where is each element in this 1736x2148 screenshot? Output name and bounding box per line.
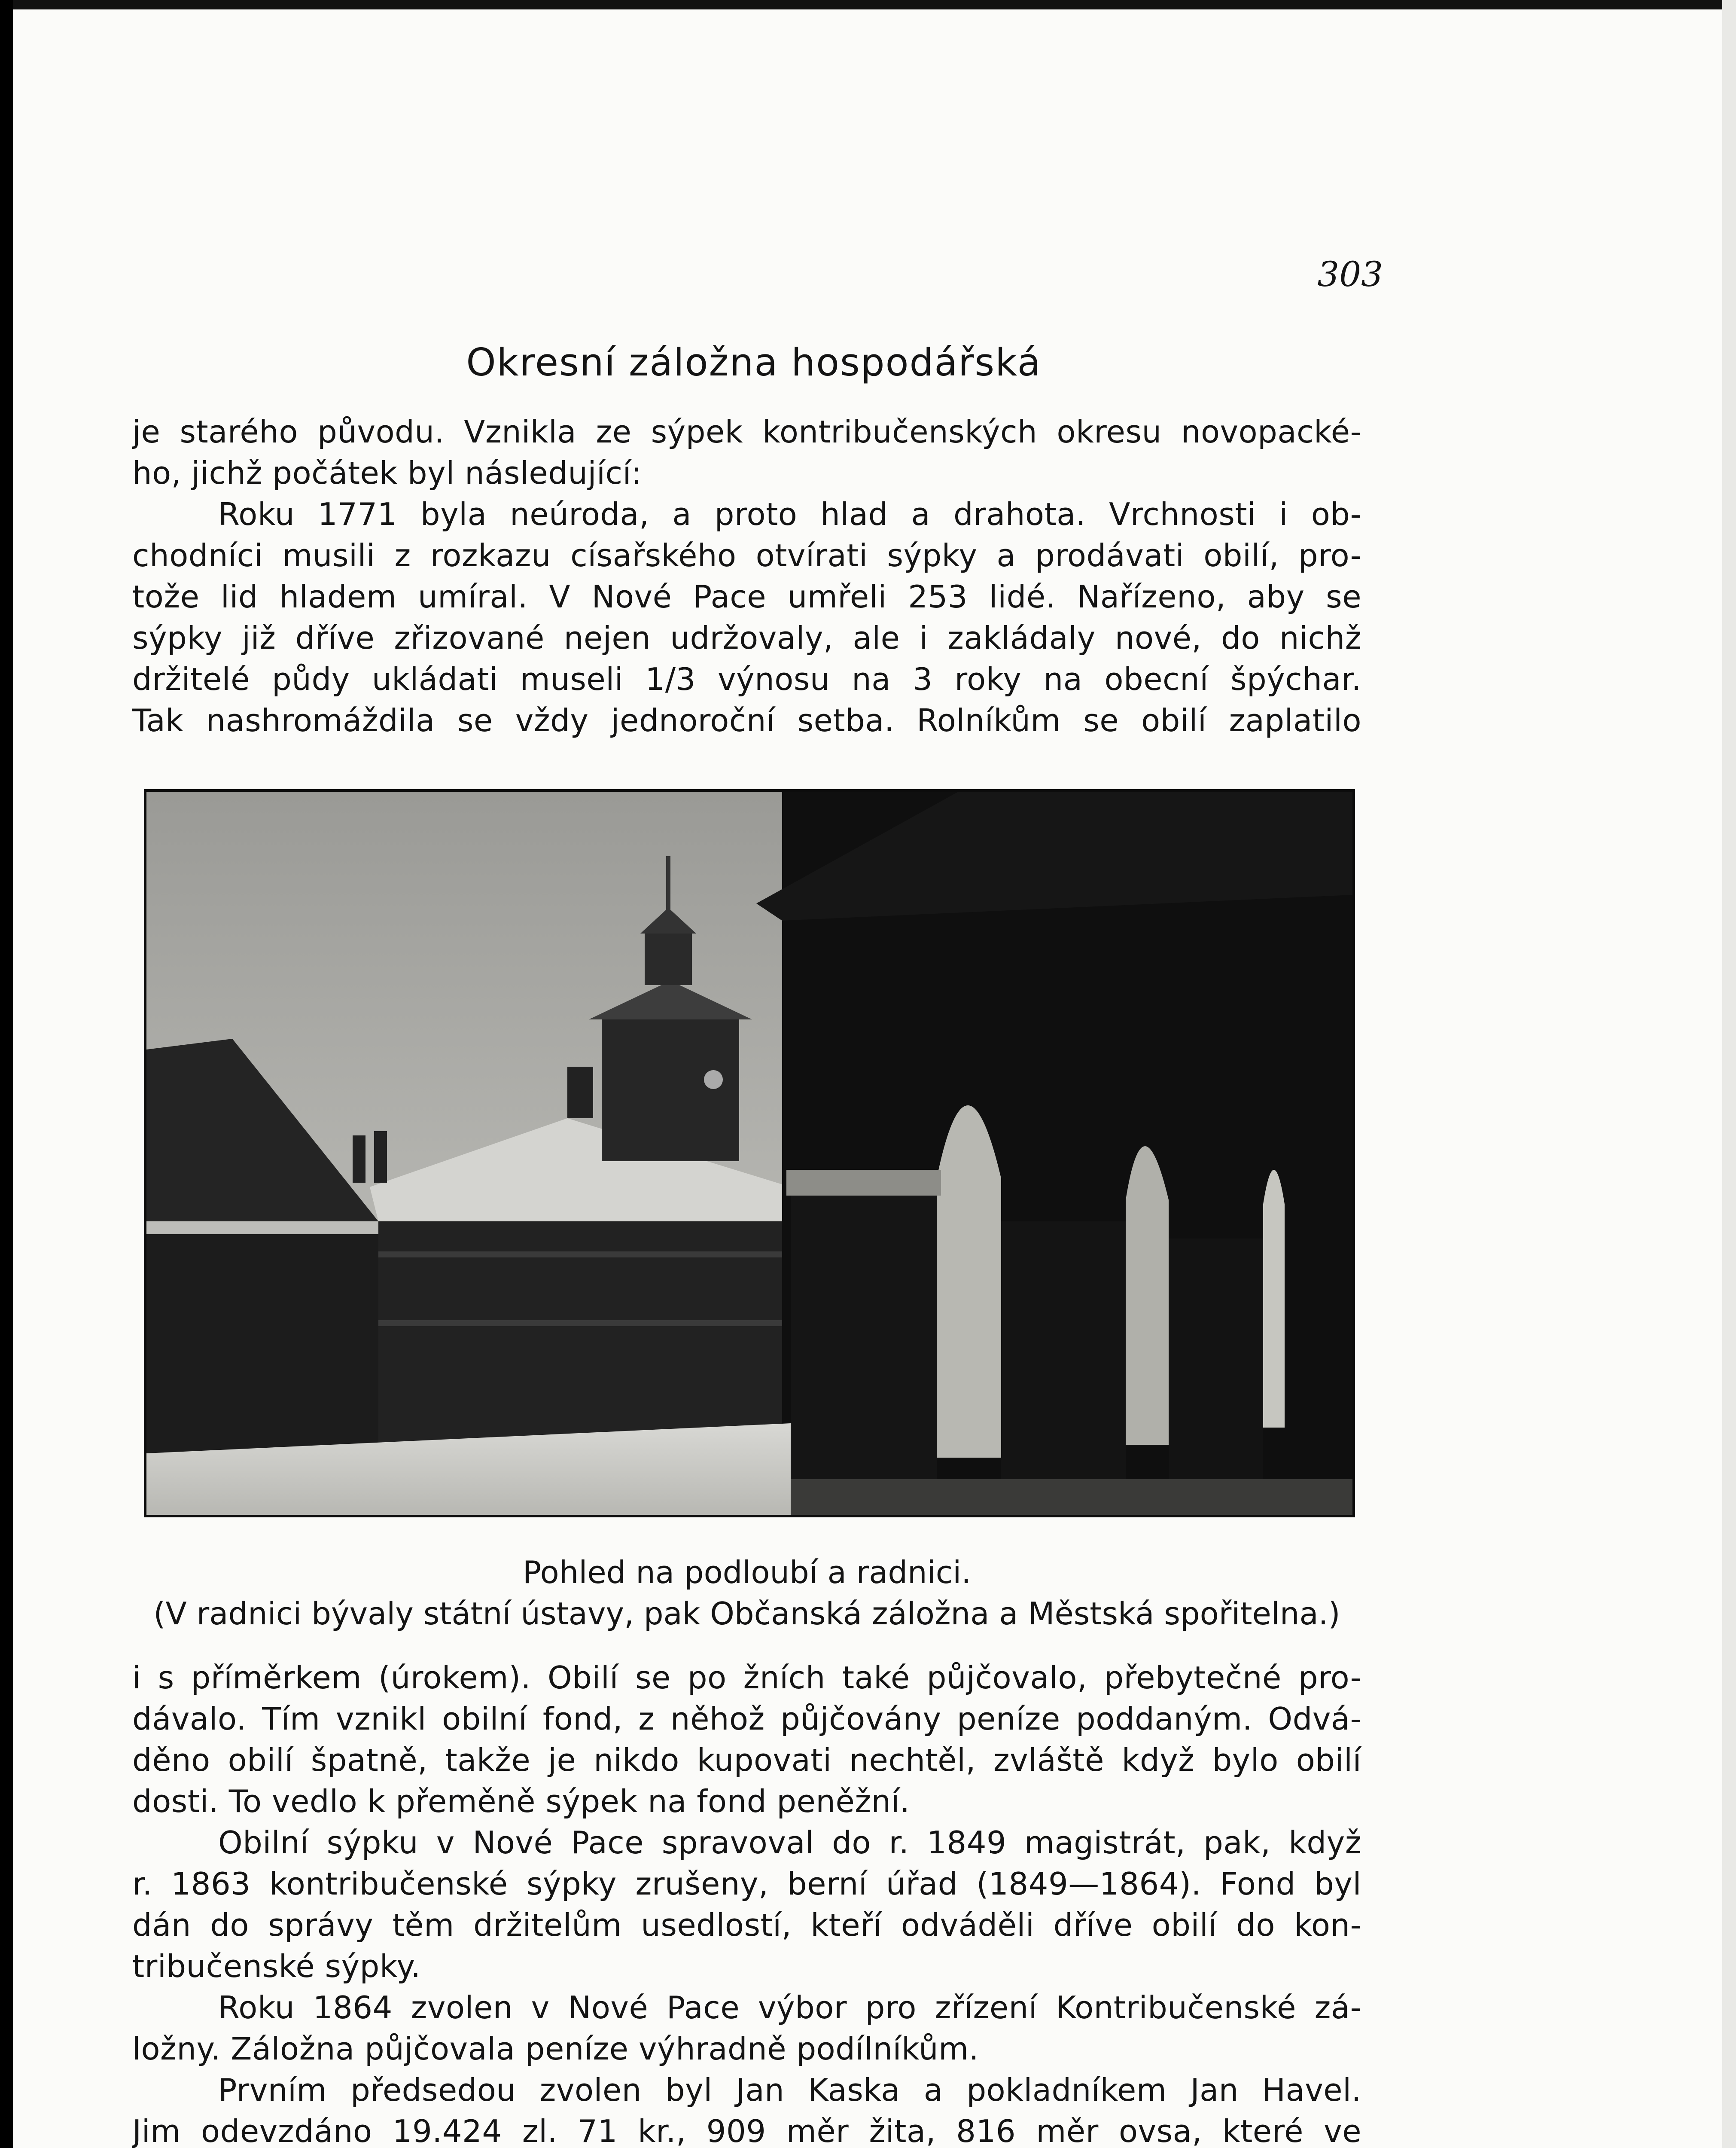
text-line: dán do správy těm držitelům usedlostí, kteří odváděli dříve obilí do kon- — [132, 1907, 1361, 1943]
text-line: je starého původu. Vznikla ze sýpek kontribučenských okresu novopacké- — [132, 414, 1361, 450]
text-line: Roku 1771 byla neúroda, a proto hlad a drahota. Vrchnosti i ob- — [218, 496, 1361, 532]
text-line: r. 1863 kontribučenské sýpky zrušeny, berní úřad (1849—1864). Fond byl — [132, 1866, 1361, 1902]
text-line: tože lid hladem umíral. V Nové Pace umřeli 253 lidé. Nařízeno, aby se — [132, 579, 1361, 615]
text-line: Jim odevzdáno 19.424 zl. 71 kr., 909 měr žita, 816 měr ovsa, které ve — [132, 2113, 1361, 2148]
text-line: ho, jichž počátek byl následující: — [132, 455, 642, 491]
page-number: 303 — [1317, 254, 1383, 294]
section-heading: Okresní záložna hospodářská — [466, 340, 1042, 384]
text-line: Obilní sýpku v Nové Pace spravoval do r. 1849 magistrát, pak, když — [218, 1825, 1361, 1861]
photo-town-hall-arcade — [144, 789, 1355, 1517]
text-line: dosti. To vedlo k přeměně sýpek na fond peněžní. — [132, 1783, 910, 1819]
text-line: chodníci musili z rozkazu císařského otvírati sýpky a prodávati obilí, pro- — [132, 537, 1361, 574]
photo-caption-title: Pohled na podloubí a radnici. — [522, 1554, 972, 1590]
text-line: děno obilí špatně, takže je nikdo kupovati nechtěl, zvláště když bylo obilí — [132, 1742, 1361, 1778]
text-line: Prvním předsedou zvolen byl Jan Kaska a pokladníkem Jan Havel. — [218, 2072, 1361, 2108]
text-line: sýpky již dříve zřizované nejen udržovaly, ale i zakládaly nové, do nichž — [132, 620, 1361, 656]
photo-caption-note: (V radnici bývaly státní ústavy, pak Občanská záložna a Městská spořitelna.) — [153, 1596, 1340, 1632]
text-line: Roku 1864 zvolen v Nové Pace výbor pro zřízení Kontribučenské zá- — [218, 1989, 1361, 2026]
text-line: držitelé půdy ukládati museli 1/3 výnosu na 3 roky na obecní špýchar. — [132, 661, 1361, 697]
scan-border-right — [1722, 0, 1736, 2148]
text-line: tribučenské sýpky. — [132, 1948, 421, 1984]
paragraph-block-bottom — [132, 1657, 1361, 2148]
text-line: ložny. Záložna půjčovala peníze výhradně podílníkům. — [132, 2031, 979, 2067]
paragraph-block-top — [132, 411, 1361, 741]
text-line: dávalo. Tím vznikl obilní fond, z něhož půjčovány peníze poddaným. Odvá- — [132, 1701, 1361, 1737]
book-page — [13, 9, 1722, 2148]
scan-border-top — [0, 0, 1736, 9]
text-line: i s příměrkem (úrokem). Obilí se po žních také půjčovalo, přebytečné pro- — [132, 1660, 1361, 1696]
photo-image — [146, 792, 1352, 1515]
scan-border-left — [0, 0, 13, 2148]
text-line: Tak nashromáždila se vždy jednoroční setba. Rolníkům se obilí zaplatilo — [132, 702, 1361, 738]
